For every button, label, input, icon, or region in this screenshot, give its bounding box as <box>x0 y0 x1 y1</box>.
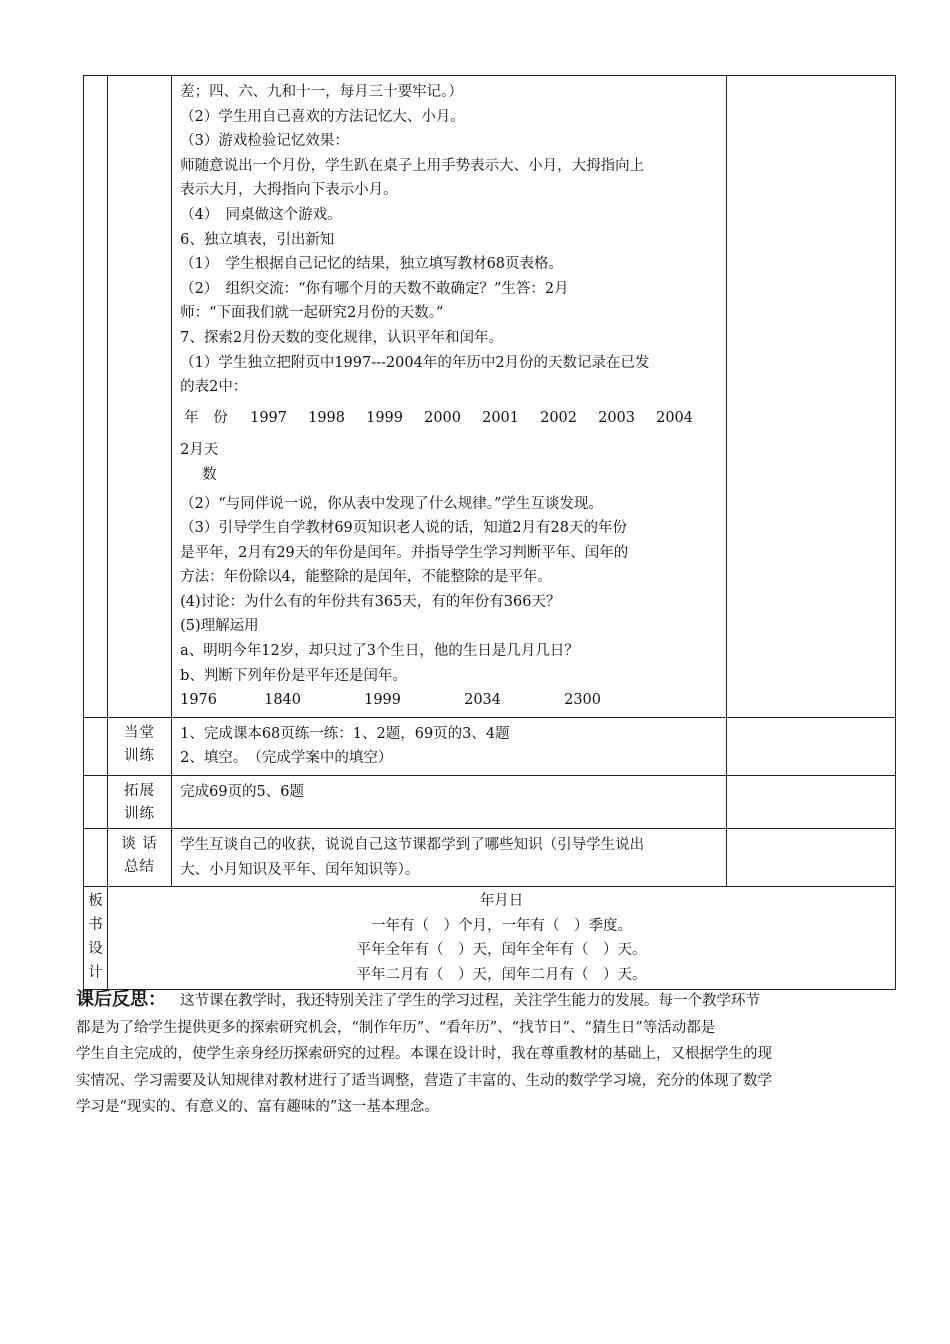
summary-line: 大、小月知识及平年、闰年知识等）。 <box>180 861 420 878</box>
year-cell: 2002 <box>540 409 577 426</box>
board-row <box>84 887 896 990</box>
board-label-char: 书 <box>88 917 103 934</box>
year-cell: 2000 <box>424 409 461 426</box>
process-line: 6、独立填表，引出新知 <box>180 231 335 248</box>
process-line: 方法：年份除以4，能整除的是闰年，不能整除的是平年。 <box>180 569 552 586</box>
notes-cell <box>726 776 895 829</box>
notes-cell <box>726 76 895 718</box>
judge-year: 2300 <box>564 692 601 709</box>
board-label-char: 设 <box>88 941 103 958</box>
process-line: 7、探索2月份天数的变化规律，认识平年和闰年。 <box>180 329 504 346</box>
board-line: 年月日 <box>479 893 524 910</box>
board-line: 平年全年有（ ）天，闰年全年有（ ）天。 <box>356 942 647 959</box>
year-header-label: 年 份 <box>184 409 228 426</box>
practice-row <box>84 717 896 775</box>
process-line: （1）学生独立把附页中1997---2004年的年历中2月份的天数记录在已发 <box>180 354 650 371</box>
process-content-cell <box>172 76 727 718</box>
reflection-section <box>76 987 888 1121</box>
board-line: 平年二月有（ ）天，闰年二月有（ ）天。 <box>356 966 647 983</box>
outer-label-cell <box>84 76 108 718</box>
process-line: （3）引导学生自学教材69页知识老人说的话，知道2月有28天的年份 <box>180 520 627 537</box>
extend-line: 完成69页的5、6题 <box>180 784 304 801</box>
year-table-header-row <box>180 406 718 431</box>
practice-line: 2、填空。 （完成学案中的填空） <box>180 750 393 767</box>
process-line: a、明明今年12岁，却只过了3个生日，他的生日是几月几日？ <box>180 643 579 660</box>
year-cell: 1998 <box>308 409 345 426</box>
outer-label-cell <box>84 776 108 829</box>
board-label-char: 计 <box>88 965 103 982</box>
summary-label: 谈 话 <box>121 836 158 853</box>
process-line: (4)讨论：为什么有的年份共有365天，有的年份有366天？ <box>180 593 561 610</box>
reflection-title: 课后反思： <box>76 989 166 1010</box>
extend-label: 拓展 <box>124 783 156 800</box>
year-cell: 2004 <box>656 409 693 426</box>
process-line: 师随意说出一个月份，学生趴在桌子上用手势表示大、小月，大拇指向上 <box>180 157 645 174</box>
judge-years-row <box>180 688 718 713</box>
board-content-cell <box>108 887 896 990</box>
outer-label-cell <box>84 717 108 775</box>
practice-line: 1、完成课本68页练一练：1、2题，69页的3、4题 <box>180 725 510 742</box>
process-line: 表示大月，大拇指向下表示小月。 <box>180 182 398 199</box>
lesson-plan-table <box>83 75 896 990</box>
reflection-first-line <box>76 987 888 1015</box>
process-line: b、判断下列年份是平年还是闰年。 <box>180 667 407 684</box>
outer-label-cell <box>84 829 108 887</box>
year-cell: 2003 <box>598 409 635 426</box>
judge-year: 1999 <box>364 692 401 709</box>
practice-label: 当堂 <box>124 724 156 741</box>
summary-row <box>84 829 896 887</box>
notes-cell <box>726 829 895 887</box>
extend-row <box>84 776 896 829</box>
reflection-text: 这节课在教学时，我还特别关注了学生的学习过程，关注学生能力的发展。每一个教学环节 <box>180 993 760 1009</box>
summary-label: 总结 <box>124 859 156 876</box>
judge-year: 2034 <box>464 692 501 709</box>
year-table-row-label-cont: 数 <box>202 466 217 483</box>
practice-content-cell <box>172 717 727 775</box>
extend-content-cell <box>172 776 727 829</box>
practice-label-cell <box>108 717 172 775</box>
process-line: 差；四、六、九和十一，每月三十要牢记。） <box>180 84 463 100</box>
summary-content-cell <box>172 829 727 887</box>
year-cell: 1997 <box>250 409 287 426</box>
reflection-line: 学习是“现实的、有意义的、富有趣味的”这一基本理念。 <box>76 1099 439 1115</box>
year-table-row-label: 2月天 <box>180 442 219 459</box>
year-cell: 2001 <box>482 409 519 426</box>
process-line: （1） 学生根据自己记忆的结果，独立填写教材68页表格。 <box>180 256 564 273</box>
judge-year: 1976 <box>180 692 217 709</box>
judge-year: 1840 <box>264 692 301 709</box>
extend-label: 训练 <box>124 806 156 823</box>
process-line: （4） 同桌做这个游戏。 <box>180 206 342 223</box>
reflection-line: 都是为了给学生提供更多的探索研究机会，“制作年历”、“看年历”、“找节日”、“猜生日”等活动都是 <box>76 1019 716 1036</box>
reflection-line: 实情况、学习需要及认知规律对教材进行了适当调整，营造了丰富的、生动的数学学习境，充分的体现了数学 <box>76 1072 772 1089</box>
board-label-char: 板 <box>88 893 103 910</box>
process-line: 师：“下面我们就一起研究2月份的天数。” <box>180 305 444 322</box>
year-cell: 1999 <box>366 409 403 426</box>
summary-label-cell <box>108 829 172 887</box>
process-line: （3）游戏检验记忆效果： <box>180 133 349 150</box>
practice-label: 训练 <box>124 747 156 764</box>
process-line: （2） 组织交流：“你有哪个月的天数不敢确定？”生答：2月 <box>180 280 569 297</box>
process-line: （2）“与同伴说一说，你从表中发现了什么规律。”学生互谈发现。 <box>180 495 603 512</box>
process-line: （2）学生用自己喜欢的方法记忆大、小月。 <box>180 108 465 125</box>
extend-label-cell <box>108 776 172 829</box>
section-label-cell <box>108 76 172 718</box>
board-line: 一年有（ ）个月，一年有（ ）季度。 <box>371 917 632 934</box>
process-line: (5)理解运用 <box>180 618 259 635</box>
process-line: 的表2中： <box>180 379 248 396</box>
summary-line: 学生互谈自己的收获，说说自己这节课都学到了哪些知识（引导学生说出 <box>180 837 645 854</box>
notes-cell <box>726 717 895 775</box>
reflection-line: 学生自主完成的，使学生亲身经历探索研究的过程。本课在设计时，我在尊重教材的基础上，又根据学生的现 <box>76 1046 772 1062</box>
process-line: 是平年，2月有29天的年份是闰年。并指导学生学习判断平年、闰年的 <box>180 544 629 561</box>
process-row <box>84 76 896 718</box>
board-label-cell <box>84 887 108 990</box>
